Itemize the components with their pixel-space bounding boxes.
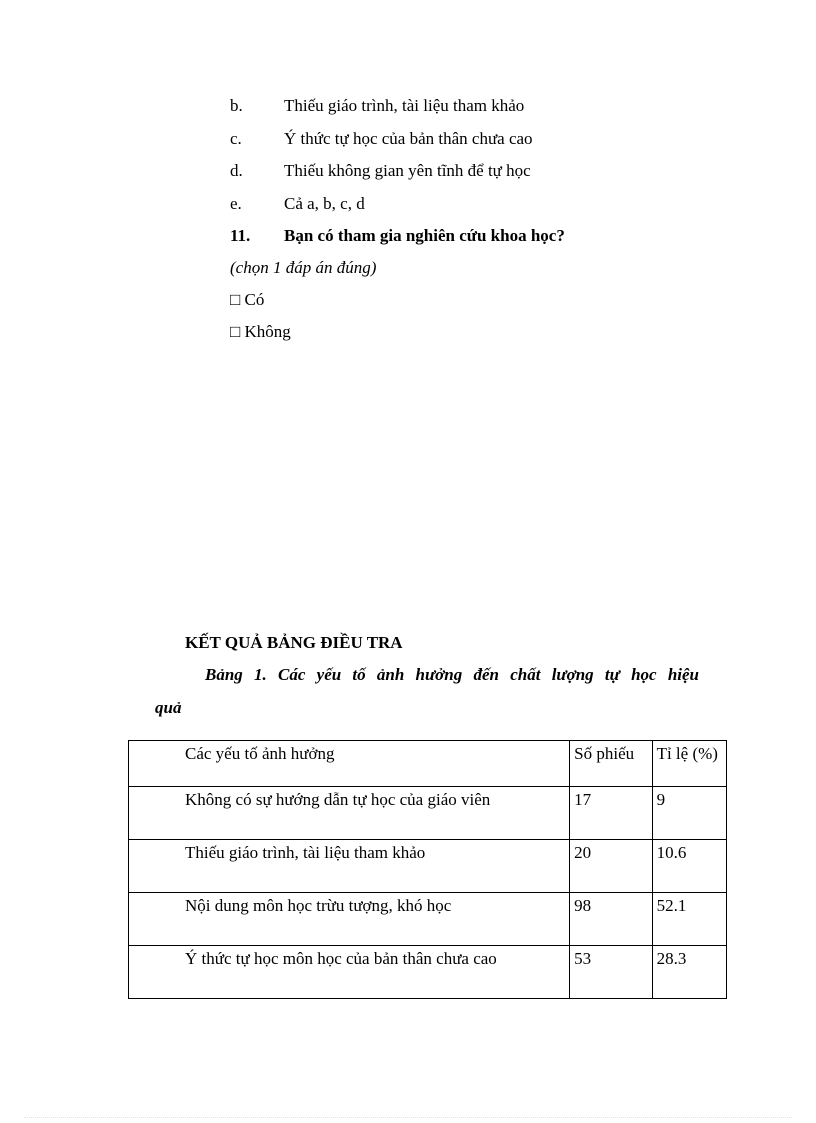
option-text: Thiếu giáo trình, tài liệu tham khảo xyxy=(284,96,525,115)
cell-percent: 10.6 xyxy=(652,840,726,893)
page-bottom-divider xyxy=(24,1117,792,1118)
header-count: Số phiếu xyxy=(570,741,652,787)
cell-percent: 9 xyxy=(652,787,726,840)
option-marker: c. xyxy=(230,129,242,148)
table-row xyxy=(129,946,727,999)
option-marker: b. xyxy=(230,96,243,115)
header-percent: Tỉ lệ (%) xyxy=(652,741,726,787)
cell-percent: 28.3 xyxy=(652,946,726,999)
question-hint: (chọn 1 đáp án đúng) xyxy=(230,258,377,277)
survey-results-table xyxy=(128,740,727,999)
option-text: Cả a, b, c, d xyxy=(284,194,365,213)
question-text: Bạn có tham gia nghiên cứu khoa học? xyxy=(284,226,565,245)
results-heading: KẾT QUẢ BẢNG ĐIỀU TRA xyxy=(185,633,403,652)
cell-factor: Thiếu giáo trình, tài liệu tham khảo xyxy=(129,840,570,893)
cell-count: 20 xyxy=(570,840,652,893)
option-marker: d. xyxy=(230,161,243,180)
table-row xyxy=(129,893,727,946)
cell-factor: Ý thức tự học môn học của bản thân chưa cao xyxy=(129,946,570,999)
cell-percent: 52.1 xyxy=(652,893,726,946)
option-text: Ý thức tự học của bản thân chưa cao xyxy=(284,129,533,148)
cell-factor: Nội dung môn học trừu tượng, khó học xyxy=(129,893,570,946)
cell-count: 17 xyxy=(570,787,652,840)
cell-factor: Không có sự hướng dẫn tự học của giáo viên xyxy=(129,787,570,840)
cell-count: 98 xyxy=(570,893,652,946)
table-row xyxy=(129,840,727,893)
table-caption: Bảng 1. Các yếu tố ảnh hưởng đến chất lượng tự học hiệu xyxy=(205,665,699,684)
table-header-row xyxy=(129,741,727,787)
table-row xyxy=(129,787,727,840)
option-text: Thiếu không gian yên tĩnh để tự học xyxy=(284,161,531,180)
option-marker: e. xyxy=(230,194,242,213)
choice-no-checkbox[interactable]: □ Không xyxy=(230,322,291,341)
question-number: 11. xyxy=(230,226,251,245)
choice-yes-checkbox[interactable]: □ Có xyxy=(230,290,265,309)
table-caption-continued: quả xyxy=(155,698,182,717)
cell-count: 53 xyxy=(570,946,652,999)
header-factor: Các yếu tố ảnh hưởng xyxy=(129,741,570,787)
